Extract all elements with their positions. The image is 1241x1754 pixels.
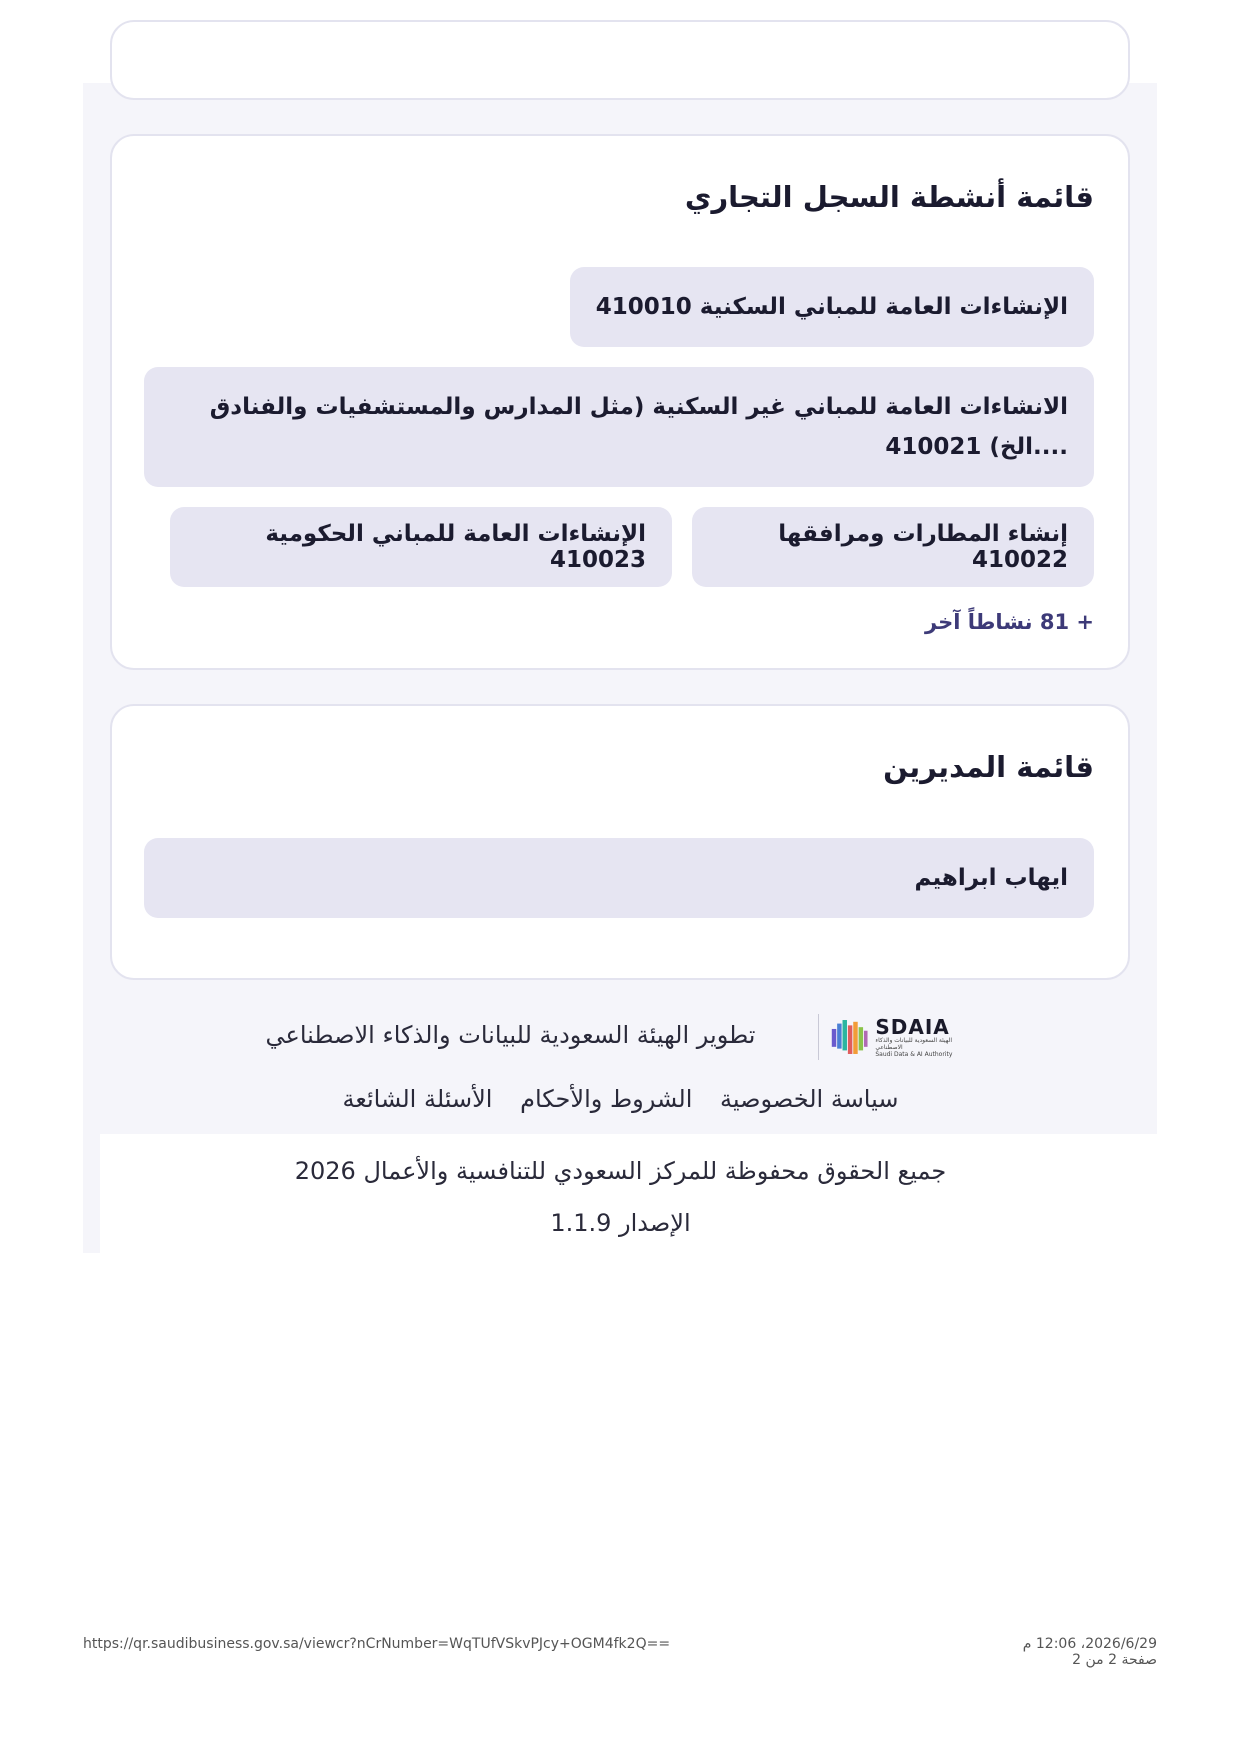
activity-chip [692,507,1094,587]
copyright-text: جميع الحقوق محفوظة للمركز السعودي للتنافسية والأعمال 2026 [294,1157,947,1185]
activity-label: الإنشاءات العامة للمباني الحكومية 410023 [265,521,646,573]
activity-label: إنشاء المطارات ومرافقها 410022 [778,521,1068,573]
sdaia-name: SDAIA [875,1014,950,1039]
faq-link[interactable]: الأسئلة الشائعة [342,1085,493,1113]
sdaia-subtitle-ar: الهيئة السعودية للبيانات والذكاء الاصطناعي [875,1036,953,1051]
print-datetime-block [1023,1636,1157,1668]
activity-chip [170,507,672,587]
previous-card [110,20,1130,100]
manager-chip [144,838,1094,918]
managers-title: قائمة المديرين [883,750,1094,784]
print-page-number: صفحة 2 من 2 [1072,1652,1157,1668]
more-activities-link[interactable]: + 81 نشاطاً آخر [925,610,1094,634]
version-text: الإصدار 1.1.9 [550,1209,691,1237]
activity-chip [570,267,1094,347]
manager-name: ايهاب ابراهيم [914,865,1068,891]
print-datetime: 2026/6/29، 12:06 م [1022,1636,1157,1652]
activities-card [110,134,1130,670]
terms-link[interactable]: الشروط والأحكام [520,1085,693,1113]
sdaia-subtitle-en: Saudi Data & AI Authority [875,1050,953,1058]
activity-label: الإنشاءات العامة للمباني السكنية 410010 [595,294,1068,320]
print-url: https://qr.saudibusiness.gov.sa/viewcr?nCrNumber=WqTUfVSkvPJcy+OGM4fk2Q== [83,1636,671,1652]
activities-title: قائمة أنشطة السجل التجاري [684,180,1094,214]
privacy-policy-link[interactable]: سياسة الخصوصية [720,1085,899,1113]
managers-card [110,704,1130,980]
activity-chip [144,367,1094,487]
developed-by-text: تطوير الهيئة السعودية للبيانات والذكاء الاصطناعي [265,1021,756,1049]
footer-links [0,1085,1241,1113]
activity-label: الانشاءات العامة للمباني غير السكنية (مثل المدارس والمستشفيات والفنادق ....الخ) 410021 [209,394,1068,460]
